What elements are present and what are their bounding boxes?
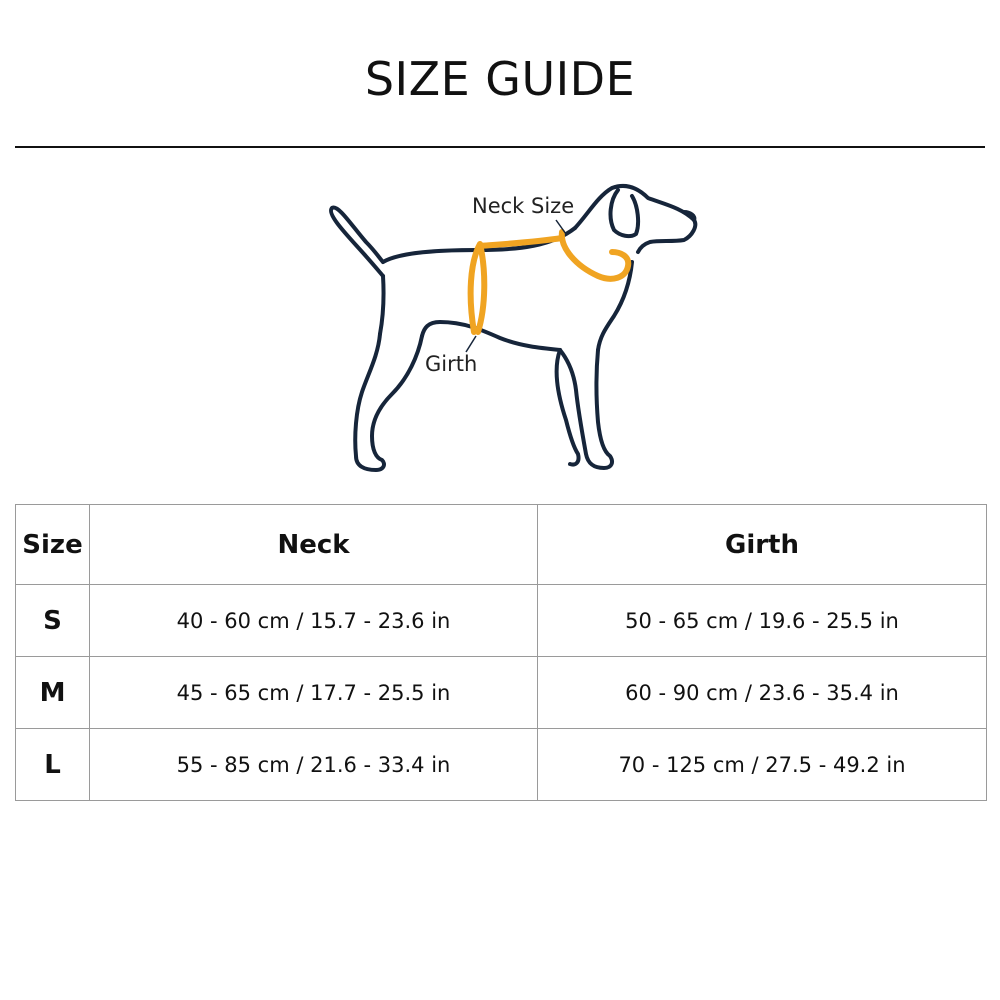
header-size: Size [16, 505, 90, 585]
girth-cell: 50 - 65 cm / 19.6 - 25.5 in [538, 585, 987, 657]
table-header-row [16, 505, 987, 585]
neck-cell: 40 - 60 cm / 15.7 - 23.6 in [90, 585, 538, 657]
size-cell: S [16, 585, 90, 657]
girth-cell: 70 - 125 cm / 27.5 - 49.2 in [538, 729, 987, 801]
page-title: SIZE GUIDE [364, 52, 636, 106]
title-divider [15, 146, 985, 148]
header-neck: Neck [90, 505, 538, 585]
size-cell: M [16, 657, 90, 729]
table-row [16, 657, 987, 729]
table-row [16, 729, 987, 801]
table-row [16, 585, 987, 657]
neck-cell: 55 - 85 cm / 21.6 - 33.4 in [90, 729, 538, 801]
girth-label: Girth [425, 352, 478, 376]
size-cell: L [16, 729, 90, 801]
header-girth: Girth [538, 505, 987, 585]
girth-cell: 60 - 90 cm / 23.6 - 35.4 in [538, 657, 987, 729]
neck-cell: 45 - 65 cm / 17.7 - 25.5 in [90, 657, 538, 729]
size-table [15, 504, 987, 801]
neck-size-label: Neck Size [472, 194, 575, 218]
